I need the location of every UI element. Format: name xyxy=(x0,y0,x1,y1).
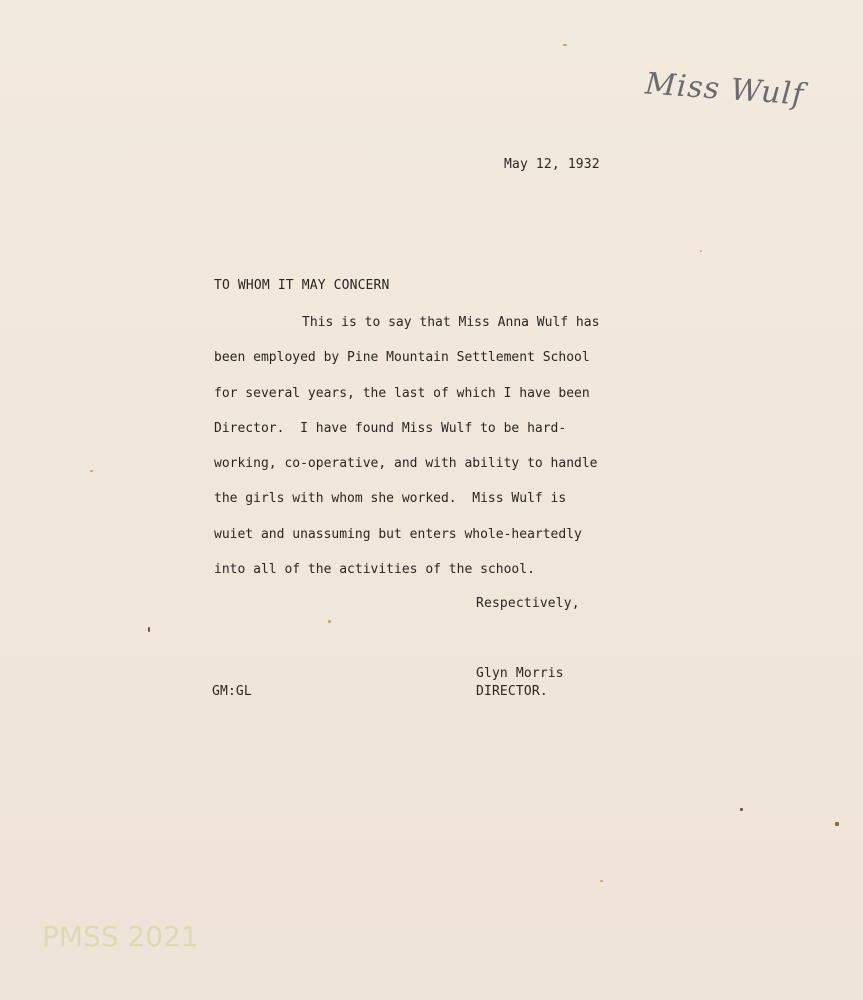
paper-fleck xyxy=(90,470,93,472)
body-line: Director. I have found Miss Wulf to be hard- xyxy=(214,420,567,436)
handwritten-note: Miss Wulf xyxy=(643,66,806,113)
closing: Respectively, xyxy=(476,596,580,611)
letter-date: May 12, 1932 xyxy=(504,157,600,172)
paper-fleck xyxy=(835,822,839,826)
typist-initials: GM:GL xyxy=(212,684,252,699)
body-line: wuiet and unassuming but enters whole-heartedly xyxy=(214,526,582,542)
body-line: been employed by Pine Mountain Settlement School xyxy=(214,350,590,366)
letter-body xyxy=(214,314,599,596)
body-line: working, co-operative, and with ability to handle xyxy=(214,456,598,472)
paper-fleck xyxy=(328,620,331,623)
body-line: for several years, the last of which I have been xyxy=(214,385,590,401)
salutation: TO WHOM IT MAY CONCERN xyxy=(214,278,390,293)
paper-fleck xyxy=(600,880,603,882)
paper-fleck xyxy=(700,250,702,252)
body-line: This is to say that Miss Anna Wulf has xyxy=(302,315,600,330)
signer-name: Glyn Morris xyxy=(476,666,564,681)
paper-fleck xyxy=(563,44,567,46)
paper-fleck xyxy=(148,627,150,632)
paper-fleck xyxy=(740,808,743,811)
watermark: PMSS 2021 xyxy=(42,920,199,953)
signer-title: DIRECTOR. xyxy=(476,684,548,699)
body-line: into all of the activities of the school. xyxy=(214,562,535,578)
body-line: the girls with whom she worked. Miss Wulf is xyxy=(214,491,567,507)
